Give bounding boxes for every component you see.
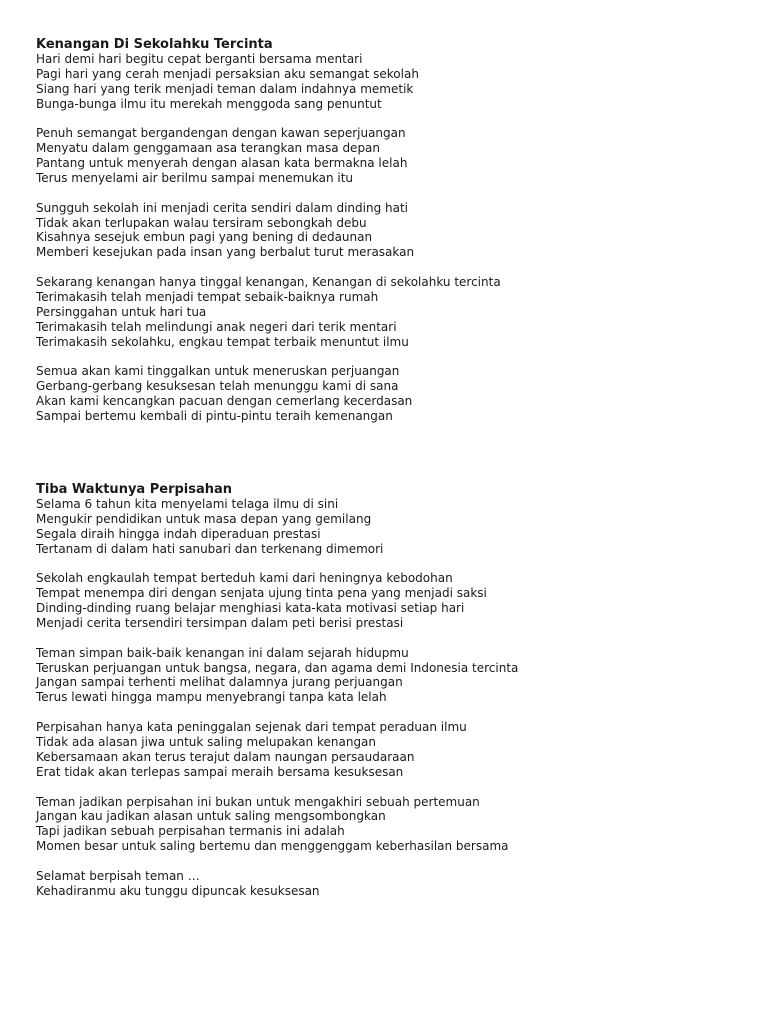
poem-line: Teman simpan baik-baik kenangan ini dalam sejarah hidupmu bbox=[36, 645, 409, 660]
poem-line: Penuh semangat bergandengan dengan kawan seperjuangan bbox=[36, 126, 406, 141]
poem-line: Pantang untuk menyerah dengan alasan kata bermakna lelah bbox=[36, 156, 408, 171]
stanza bbox=[36, 646, 736, 705]
poem-line: Akan kami kencangkan pacuan dengan cemerlang kecerdasan bbox=[36, 394, 413, 409]
poem-line: Gerbang-gerbang kesuksesan telah menunggu kami di sana bbox=[36, 379, 399, 394]
poem-line: Hari demi hari begitu cepat berganti bersama mentari bbox=[36, 52, 363, 66]
poem-line: Semua akan kami tinggalkan untuk meneruskan perjuangan bbox=[36, 364, 400, 379]
poem-line: Sekolah engkaulah tempat berteduh kami dari heningnya kebodohan bbox=[36, 571, 453, 586]
poem-title: Kenangan Di Sekolahku Tercinta bbox=[36, 37, 273, 52]
poem-line: Momen besar untuk saling bertemu dan menggenggam keberhasilan bersama bbox=[36, 839, 509, 854]
poem-line: Terimakasih telah melindungi anak negeri dari terik mentari bbox=[36, 319, 397, 334]
poem-line: Terus lewati hingga mampu menyebrangi tanpa kata lelah bbox=[36, 690, 387, 705]
poem-line: Tapi jadikan sebuah perpisahan termanis ini adalah bbox=[36, 824, 345, 839]
stanza bbox=[36, 201, 736, 260]
poem-line: Terimakasih telah menjadi tempat sebaik-baiknya rumah bbox=[36, 289, 379, 304]
poem-line: Tertanam di dalam hati sanubari dan terkenang dimemori bbox=[36, 541, 384, 556]
poem-line: Pagi hari yang cerah menjadi persaksian aku semangat sekolah bbox=[36, 66, 419, 81]
poem-line: Bunga-bunga ilmu itu merekah menggoda sang penuntut bbox=[36, 96, 382, 111]
poem-line: Sekarang kenangan hanya tinggal kenangan, Kenangan di sekolahku tercinta bbox=[36, 275, 501, 290]
poem-line: Erat tidak akan terlepas sampai meraih bersama kesuksesan bbox=[36, 764, 404, 779]
poem-line: Tidak akan terlupakan walau tersiram sebongkah debu bbox=[36, 215, 367, 230]
poem-line: Kehadiranmu aku tunggu dipuncak kesuksesan bbox=[36, 883, 320, 898]
poem-line: Menjadi cerita tersendiri tersimpan dalam peti berisi prestasi bbox=[36, 615, 404, 630]
poem-line: Jangan kau jadikan alasan untuk saling mengsombongkan bbox=[36, 809, 386, 824]
poem-perpisahan bbox=[36, 482, 736, 914]
poem-line: Teruskan perjuangan untuk bangsa, negara, dan agama demi Indonesia tercinta bbox=[36, 660, 519, 675]
poem-line: Menyatu dalam genggamaan asa terangkan masa depan bbox=[36, 141, 381, 156]
poem-line: Tempat menempa diri dengan senjata ujung tinta pena yang menjadi saksi bbox=[36, 586, 487, 601]
stanza bbox=[36, 497, 736, 556]
poem-line: Perpisahan hanya kata peninggalan sejenak dari tempat peraduan ilmu bbox=[36, 720, 467, 735]
poem-line: Siang hari yang terik menjadi teman dalam indahnya memetik bbox=[36, 81, 414, 96]
poem-line: Memberi kesejukan pada insan yang berbalut turut merasakan bbox=[36, 245, 415, 260]
poem-title: Tiba Waktunya Perpisahan bbox=[36, 482, 233, 497]
poem-line: Kisahnya sesejuk embun pagi yang bening di dedaunan bbox=[36, 230, 373, 245]
poem-line: Persinggahan untuk hari tua bbox=[36, 304, 207, 319]
stanza bbox=[36, 720, 736, 779]
poem-line: Dinding-dinding ruang belajar menghiasi kata-kata motivasi setiap hari bbox=[36, 601, 465, 616]
stanza bbox=[36, 275, 736, 349]
poem-line: Mengukir pendidikan untuk masa depan yang gemilang bbox=[36, 511, 372, 526]
poem-line: Selamat berpisah teman … bbox=[36, 868, 200, 883]
stanza bbox=[36, 364, 736, 423]
poem-line: Tidak ada alasan jiwa untuk saling melupakan kenangan bbox=[36, 734, 377, 749]
poem-line: Sampai bertemu kembali di pintu-pintu teraih kemenangan bbox=[36, 408, 393, 423]
stanza bbox=[36, 869, 736, 899]
stanza bbox=[36, 52, 736, 111]
poem-line: Sungguh sekolah ini menjadi cerita sendiri dalam dinding hati bbox=[36, 200, 409, 215]
stanza bbox=[36, 126, 736, 185]
poem-line: Teman jadikan perpisahan ini bukan untuk mengakhiri sebuah pertemuan bbox=[36, 794, 480, 809]
poem-line: Jangan sampai terhenti melihat dalamnya jurang perjuangan bbox=[36, 675, 403, 690]
stanza bbox=[36, 571, 736, 630]
poem-line: Kebersamaan akan terus terajut dalam naungan persaudaraan bbox=[36, 749, 415, 764]
poem-line: Terus menyelami air berilmu sampai menemukan itu bbox=[36, 170, 354, 185]
poem-line: Terimakasih sekolahku, engkau tempat terbaik menuntut ilmu bbox=[36, 334, 409, 349]
poem-line: Selama 6 tahun kita menyelami telaga ilmu di sini bbox=[36, 497, 339, 511]
poem-line: Segala diraih hingga indah diperaduan prestasi bbox=[36, 526, 321, 541]
stanza bbox=[36, 795, 736, 854]
poem-kenangan bbox=[36, 37, 736, 439]
